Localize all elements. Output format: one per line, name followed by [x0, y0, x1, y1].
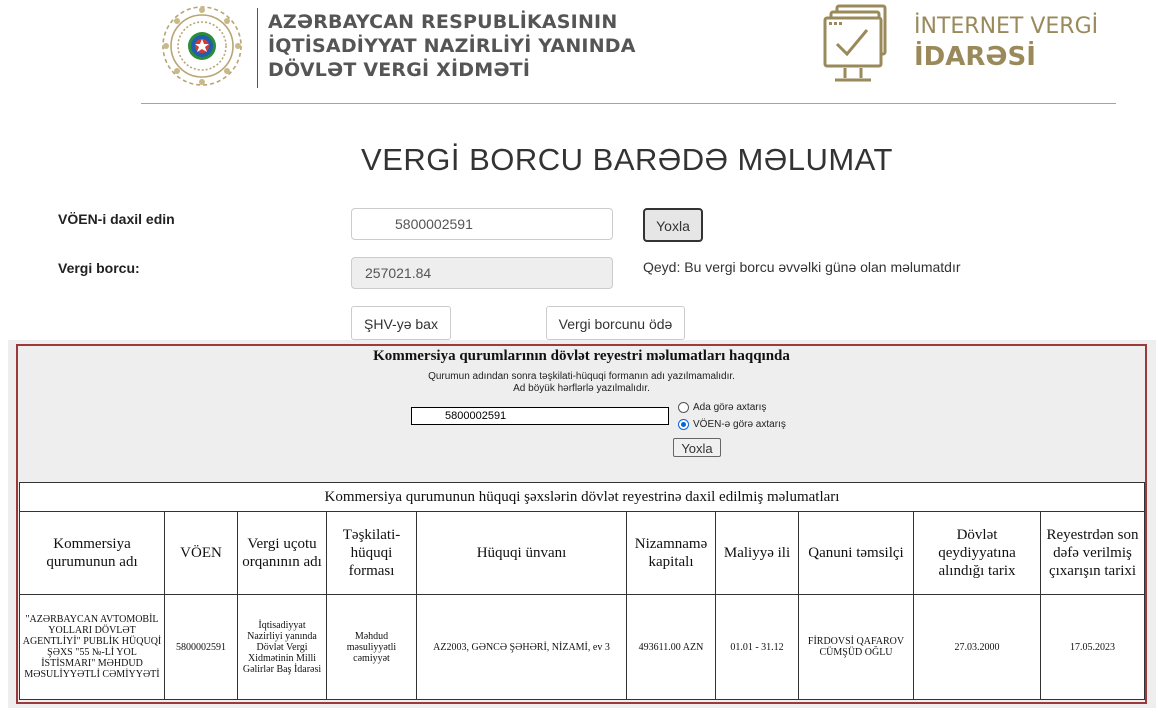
registry-search-input[interactable]: 5800002591 [411, 407, 669, 425]
org-name-line: İQTİSADİYYAT NAZİRLİYİ YANINDA [268, 35, 636, 57]
debt-amount-field: 257021.84 [351, 257, 613, 289]
portal-name [914, 12, 1098, 72]
column-header: Hüquqi ünvanı [417, 512, 627, 595]
portal-name-line: İDARƏSİ [914, 42, 1036, 72]
registry-check-button[interactable]: Yoxla [673, 438, 721, 457]
column-header: Dövlət qeydiyyatına alındığı tarix [914, 512, 1041, 595]
radio-label: VÖEN-ə görə axtarış [693, 419, 786, 430]
state-tax-service-emblem-icon [160, 4, 244, 88]
shv-button[interactable]: ŞHV-yə bax [351, 306, 451, 340]
org-name-line: AZƏRBAYCAN RESPUBLİKASININ [268, 11, 618, 33]
radio-button-icon[interactable] [678, 402, 689, 413]
radio-label: Ada görə axtarış [693, 402, 767, 413]
check-button[interactable]: Yoxla [643, 208, 703, 242]
column-header: VÖEN [165, 512, 238, 595]
table-cell: İqtisadiyyat Nazirliyi yanında Dövlət Vergi Xidmətinin Milli Gəlirlər Baş İdarəsi [238, 595, 327, 700]
table-cell: 27.03.2000 [914, 595, 1041, 700]
column-header: Kommersiya qurumunun adı [20, 512, 165, 595]
table-row [20, 595, 1145, 700]
radio-search-by-name[interactable] [678, 402, 766, 413]
debt-note: Qeyd: Bu vergi borcu əvvəlki günə olan məlumatdır [643, 259, 961, 275]
column-header: Reyestrdən son dəfə verilmiş çıxarışın tarixi [1041, 512, 1145, 595]
table-cell: FİRDOVSİ QAFAROV CÜMŞÜD OĞLU [799, 595, 914, 700]
table-cell: "AZƏRBAYCAN AVTOMOBİL YOLLARI DÖVLƏT AGENTLİYİ" PUBLİK HÜQUQİ ŞƏXS "55 №-Lİ YOL İSTİSMARI" MƏHDUD MƏSULİYYƏTLİ CƏMİYYƏTİ [20, 595, 165, 700]
column-header: Nizamnamə kapitalı [627, 512, 716, 595]
radio-button-selected-icon[interactable] [678, 419, 689, 430]
table-cell: 17.05.2023 [1041, 595, 1145, 700]
org-name-line: DÖVLƏT VERGİ XİDMƏTİ [268, 59, 531, 81]
column-header: Maliyyə ili [716, 512, 799, 595]
registry-table [19, 482, 1145, 700]
header-divider [257, 8, 258, 88]
table-cell: AZ2003, GƏNCƏ ŞƏHƏRİ, NİZAMİ, ev 3 [417, 595, 627, 700]
voen-label: VÖEN-i daxil edin [58, 211, 175, 227]
column-header: Qanuni təmsilçi [799, 512, 914, 595]
registry-note: Ad böyük hərflərlə yazılmalıdır. [513, 383, 650, 394]
table-cell: 01.01 - 31.12 [716, 595, 799, 700]
debt-label: Vergi borcu: [58, 260, 140, 276]
table-caption: Kommersiya qurumunun hüquqi şəxslərin dövlət reyestrinə daxil edilmiş məlumatları [20, 483, 1145, 512]
portal-name-line: İNTERNET VERGİ [914, 14, 1099, 39]
registry-note: Qurumun adından sonra təşkilati-hüquqi formanın adı yazılmamalıdır. [428, 371, 735, 382]
internet-tax-office-icon [823, 2, 899, 86]
column-header: Təşkilati-hüquqi forması [327, 512, 417, 595]
header-rule [141, 103, 1116, 104]
table-cell: Məhdud məsuliyyətli cəmiyyət [327, 595, 417, 700]
registry-title: Kommersiya qurumlarının dövlət reyestri məlumatları haqqında [373, 348, 790, 364]
voen-input[interactable]: 5800002591 [351, 208, 613, 240]
radio-search-by-voen[interactable] [678, 419, 786, 430]
page-title: VERGİ BORCU BARƏDƏ MƏLUMAT [361, 142, 893, 177]
table-cell: 493611.00 AZN [627, 595, 716, 700]
site-header [0, 0, 1158, 104]
pay-debt-button[interactable]: Vergi borcunu ödə [546, 306, 685, 340]
table-cell: 5800002591 [165, 595, 238, 700]
org-name [268, 10, 636, 82]
table-header-row [20, 512, 1145, 595]
column-header: Vergi uçotu orqanının adı [238, 512, 327, 595]
